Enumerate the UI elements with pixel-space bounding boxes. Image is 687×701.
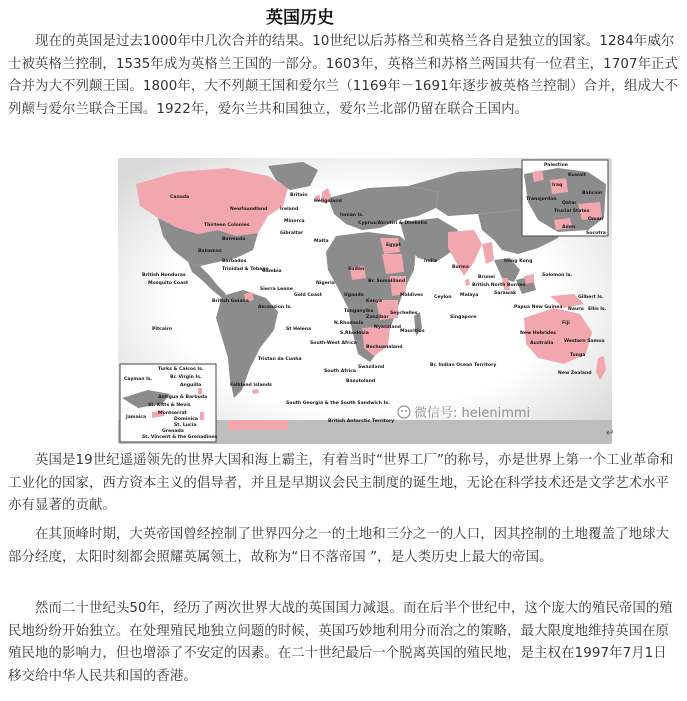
label-socotra: Socotra: [586, 231, 606, 236]
label-canada: Canada: [170, 195, 190, 200]
label-newzealand: New Zealand: [558, 371, 592, 376]
label-nauru: Nauru: [568, 307, 584, 312]
label-honduras: British Honduras: [142, 273, 186, 278]
label-malta: Malta: [314, 239, 329, 244]
label-stvincent: St. Vincent & the Grenadines: [142, 435, 218, 440]
label-brunei: Brunei: [478, 275, 495, 280]
label-sarawak: Sarawak: [494, 291, 517, 296]
label-aden: Aden: [562, 225, 576, 230]
label-ireland: Ireland: [280, 207, 299, 212]
paragraph-3: 在其顶峰时期，大英帝国曾经控制了世界四分之一的土地和三分之一的人口，因其控制的土地覆盖了地球大部分经度，太阳时刻都会照耀英属领土，故称为“日不落帝国 ”，是人类历史上最大的帝国。: [8, 527, 670, 565]
label-kuwait: Kuwait: [568, 173, 586, 178]
label-mosquito: Mosquito Coast: [148, 281, 189, 286]
return-mark: ↵: [606, 428, 615, 439]
label-australia: Australia: [530, 341, 554, 346]
label-egypt: Egypt: [386, 243, 401, 248]
label-antarctic: British Antarctic Territory: [328, 419, 395, 424]
label-singapore: Singapore: [450, 315, 477, 320]
label-virgin: Br. Virgin Is.: [170, 375, 202, 380]
label-malaya: Malaya: [460, 293, 479, 298]
label-qatar: Qatar: [562, 201, 577, 206]
label-zanzibar: Zanzibar: [366, 315, 389, 320]
label-indianocean: Br. Indian Ocean Territory: [430, 363, 497, 368]
map-land-british-antarctic: [228, 420, 288, 430]
label-ellice: Ellis Is.: [588, 307, 607, 312]
label-falkland: Falkland Islands: [230, 383, 272, 388]
label-newfoundland: Newfoundland: [230, 207, 268, 212]
label-goldcoast: Gold Coast: [294, 293, 322, 298]
label-anguilla: Anguilla: [180, 383, 202, 388]
label-thirteen: Thirteen Colonies: [204, 223, 250, 228]
label-trucial: Trucial States: [554, 209, 590, 214]
label-bermuda: Bermuda: [222, 237, 246, 242]
label-gambia: Gambia: [262, 269, 282, 274]
label-heligoland: Heligoland: [314, 199, 342, 204]
label-palestine: Palestine: [544, 163, 568, 168]
label-sudan: Sudan: [348, 267, 365, 272]
label-bahamas: Bahamas: [198, 249, 222, 254]
label-stlucia: St. Lucia: [174, 423, 197, 428]
label-turks: Turks & Caicos Is.: [158, 367, 204, 372]
label-nyasaland: Nyasaland: [374, 325, 402, 330]
watermark-text: 微信号: helenimmi: [414, 406, 531, 421]
paragraph-1: 现在的英国是过去1000年中几次合并的结果。10世纪以后苏格兰和英格兰各自是独立的国家。1284年威尔士被英格兰控制，1535年成为英格兰王国的一部分。1603年，英格兰和苏格兰两国共有一位君主，1707年正式合并为大不列颠王国。1800年，大不列颠王国和爱尔兰（1169年－1691年逐步被英格兰控制）合并，组成大不列颠与爱尔兰联合王国。1922年，爱尔兰共和国独立，爱尔兰北部仍留在联合王国内。: [8, 34, 679, 117]
label-swaziland: Swaziland: [358, 365, 385, 370]
british-empire-map: [118, 158, 615, 444]
label-seychelles: Seychelles: [390, 311, 418, 316]
label-ceylon: Ceylon: [434, 295, 452, 300]
label-somaliland: Br. Somaliland: [368, 279, 406, 284]
label-barbados: Barbados: [222, 259, 247, 264]
watermark: [398, 405, 530, 421]
label-fiji: Fiji: [562, 321, 570, 326]
label-maldives: Maldives: [400, 293, 423, 298]
page-title: 英国历史: [266, 8, 334, 28]
label-jamaica: Jamaica: [126, 415, 147, 420]
label-oman: Oman: [588, 217, 604, 222]
label-gibraltar: Gibraltar: [280, 231, 304, 236]
paragraph-4: 然而二十世纪头50年，经历了两次世界大战的英国国力减退。而在后半个世纪中，这个庞大的殖民帝国的殖民地纷纷开始独立。在处理殖民地独立问题的时候，英国巧妙地利用分而治之的策略，最大限度地维持英国在原殖民地的影响力，但也增添了不安定的因素。在二十世纪最后一个脱离英国的殖民地，是主权在1997年7月1日移交给中华人民共和国的香港。: [8, 601, 673, 684]
paragraph-2: 英国是19世纪遥遥领先的世界大国和海上霸主，有着当时“世界工厂”的称号，亦是世界上第一个工业革命和工业化的国家，西方资本主义的倡导者，并且是早期议会民主制度的诞生地，无论在科学技术还是文学艺术水平亦有显著的贡献。: [8, 453, 674, 514]
label-basutoland: Basutoland: [346, 379, 376, 384]
label-nrhodesia: N.Rhodesia: [334, 321, 364, 326]
label-srhodesia: S.Rhodesia: [340, 331, 369, 336]
label-transjordan: Transjordan: [526, 197, 557, 202]
label-india: India: [424, 259, 437, 264]
label-bahrain: Bahrain: [582, 191, 603, 196]
label-cyprus: Cyprus/Akrotiri & Dhekelia: [358, 221, 427, 226]
label-sierra: Sierra Leone: [260, 287, 293, 292]
label-sgeorgia: South Georgia & the South Sandwich Is.: [286, 401, 390, 406]
label-tonga: Tonga: [570, 353, 586, 358]
label-gilbert: Gilbert Is.: [578, 295, 604, 300]
label-solomon: Solomon Is.: [542, 273, 573, 278]
label-bechuanaland: Bechuanaland: [366, 345, 403, 350]
label-burma: Burma: [452, 265, 469, 270]
label-cayman: Cayman Is.: [124, 377, 153, 382]
label-tanganyika: Tanganyika: [344, 309, 374, 314]
label-britain: Britain: [290, 193, 308, 198]
label-stkitts: St. Kitts & Nevis: [148, 403, 191, 408]
label-ascension: Ascension Is.: [258, 305, 292, 310]
label-papua: Papua New Guinea: [514, 305, 563, 310]
label-hebrides: New Hebrides: [520, 331, 557, 336]
label-minorca: Minorca: [284, 219, 305, 224]
label-northborneo: British North Borneo: [472, 283, 526, 288]
label-sthelena: St Helena: [286, 327, 312, 332]
label-nigeria: Nigeria: [316, 281, 335, 286]
label-iraq: Iraq: [552, 183, 563, 188]
label-kenya: Kenya: [366, 299, 382, 304]
label-pitcairn: Pitcairn: [152, 327, 173, 332]
label-trinidad: Trinidad & Tobago: [222, 267, 269, 272]
label-guiana: British Guiana: [212, 299, 249, 304]
label-swafrica: South-West Africa: [310, 341, 357, 346]
label-mauritius: Mauritius: [400, 329, 425, 334]
label-dominica: Dominica: [174, 417, 198, 422]
label-ionian: Ionian Is.: [340, 213, 364, 218]
label-tristan: Tristan da Cunha: [258, 357, 302, 362]
label-uganda: Uganda: [344, 293, 364, 298]
label-samoa: Western Samoa: [564, 339, 605, 344]
label-hongkong: Hong Kong: [504, 259, 533, 264]
label-antigua: Antigua & Barbuda: [158, 395, 208, 400]
label-southafrica: South Africa: [324, 369, 357, 374]
label-grenada: Grenada: [162, 429, 184, 434]
label-montserrat: Montserrat: [158, 411, 187, 416]
